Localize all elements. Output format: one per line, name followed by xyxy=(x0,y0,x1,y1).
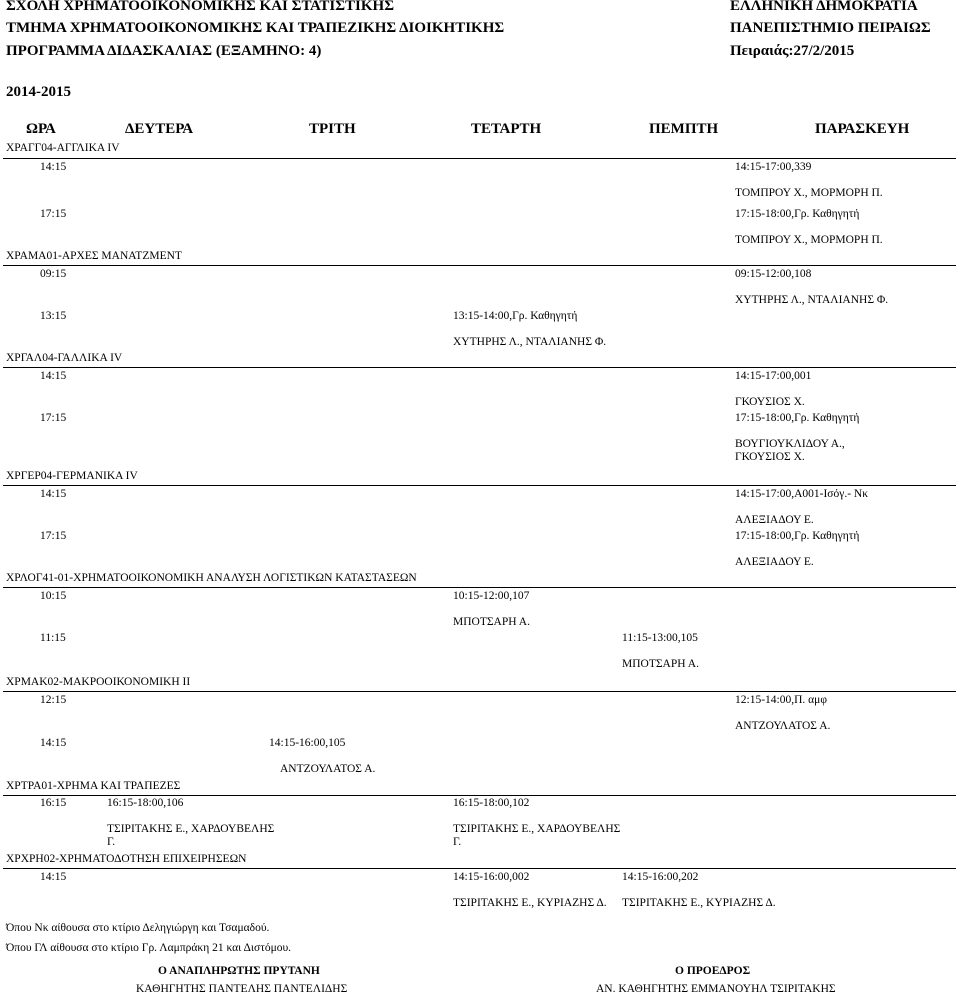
slot-teacher: ΑΛΕΞΙΑΔΟΥ Ε. xyxy=(735,514,814,526)
slot-room: 14:15-17:00,Α001-Ισόγ.- Νκ xyxy=(735,488,869,500)
slot-teacher-continued: Γ. xyxy=(107,836,116,848)
slot-room: 16:15-18:00,106 xyxy=(107,797,184,809)
column-wednesday: ΤΕΤΑΡΤΗ xyxy=(471,121,542,137)
column-thursday: ΠΕΜΠΤΗ xyxy=(649,121,719,137)
slot-teacher: ΤΟΜΠΡΟΥ Χ., ΜΟΡΜΟΡΗ Π. xyxy=(735,187,883,199)
row-time: 14:15 xyxy=(40,370,67,382)
slot-room: 12:15-14:00,Π. αμφ xyxy=(735,694,827,706)
course-divider xyxy=(3,868,956,869)
row-time: 17:15 xyxy=(40,208,67,220)
signature-name-left: ΚΑΘΗΓΗΤΗΣ ΠΑΝΤΕΛΗΣ ΠΑΝΤΕΛΙΔΗΣ xyxy=(136,983,348,995)
course-name: ΧΡΧΡΗ02-ΧΡΗΜΑΤΟΔΟΤΗΣΗ ΕΠΙΧΕΙΡΗΣΕΩΝ xyxy=(6,853,247,865)
row-time: 10:15 xyxy=(40,590,67,602)
slot-room: 10:15-12:00,107 xyxy=(453,590,530,602)
slot-room: 14:15-16:00,002 xyxy=(453,871,530,883)
slot-room: 11:15-13:00,105 xyxy=(622,632,698,644)
course-divider xyxy=(3,485,956,486)
course-name: ΧΡΑΜΑ01-ΑΡΧΕΣ ΜΑΝΑΤΖΜΕΝΤ xyxy=(6,250,182,262)
footer-note: Όπου Νκ αίθουσα στο κτίριο Δεληγιώργη και Τσαμαδού. xyxy=(6,922,270,934)
footer-note: Όπου ΓΛ αίθουσα στο κτίριο Γρ. Λαμπράκη 21 και Διστόμου. xyxy=(6,942,292,954)
slot-room: 14:15-16:00,202 xyxy=(622,871,699,883)
slot-teacher: ΑΛΕΞΙΑΔΟΥ Ε. xyxy=(735,556,814,568)
course-divider xyxy=(3,587,956,588)
slot-room: 14:15-17:00,339 xyxy=(735,161,812,173)
course-name: ΧΡΤΡΑ01-ΧΡΗΜΑ ΚΑΙ ΤΡΑΠΕΖΕΣ xyxy=(6,780,181,792)
slot-teacher: ΜΠΟΤΣΑΡΗ Α. xyxy=(622,658,699,670)
university-title: ΠΑΝΕΠΙΣΤΗΜΙΟ ΠΕΙΡΑΙΩΣ xyxy=(730,20,931,36)
slot-teacher-continued: ΓΚΟΥΣΙΟΣ Χ. xyxy=(735,451,805,463)
school-title: ΣΧΟΛΗ ΧΡΗΜΑΤΟΟΙΚΟΝΟΜΙΚΗΣ ΚΑΙ ΣΤΑΤΙΣΤΙΚΗΣ xyxy=(6,0,395,14)
slot-teacher: ΤΣΙΡΙΤΑΚΗΣ Ε., ΚΥΡΙΑΖΗΣ Δ. xyxy=(453,897,607,909)
row-time: 14:15 xyxy=(40,871,67,883)
academic-year: 2014-2015 xyxy=(6,84,71,100)
course-divider xyxy=(3,795,956,796)
slot-room: 16:15-18:00,102 xyxy=(453,797,530,809)
slot-teacher: ΧΥΤΗΡΗΣ Λ., ΝΤΑΛΙΑΝΗΣ Φ. xyxy=(735,294,889,306)
column-tuesday: ΤΡΙΤΗ xyxy=(309,121,356,137)
course-divider xyxy=(3,158,956,159)
country-title: ΕΛΛΗΝΙΚΗ ΔΗΜΟΚΡΑΤΙΑ xyxy=(730,0,918,14)
slot-teacher: ΓΚΟΥΣΙΟΣ Χ. xyxy=(735,396,805,408)
slot-teacher-continued: Γ. xyxy=(453,836,462,848)
course-name: ΧΡΛΟΓ41-01-ΧΡΗΜΑΤΟΟΙΚΟΝΟΜΙΚΗ ΑΝΑΛΥΣΗ ΛΟΓΙΣΤΙΚΩΝ ΚΑΤΑΣΤΑΣΕΩΝ xyxy=(6,572,417,584)
slot-teacher: ΜΠΟΤΣΑΡΗ Α. xyxy=(453,616,530,628)
column-monday: ΔΕΥΤΕΡΑ xyxy=(125,121,194,137)
slot-room: 17:15-18:00,Γρ. Καθηγητή xyxy=(735,530,860,542)
department-title: ΤΜΗΜΑ ΧΡΗΜΑΤΟΟΙΚΟΝΟΜΙΚΗΣ ΚΑΙ ΤΡΑΠΕΖΙΚΗΣ ΔΙΟΙΚΗΤΙΚΗΣ xyxy=(6,20,505,36)
slot-room: 13:15-14:00,Γρ. Καθηγητή xyxy=(453,310,578,322)
slot-room: 17:15-18:00,Γρ. Καθηγητή xyxy=(735,208,860,220)
row-time: 14:15 xyxy=(40,161,67,173)
program-title: ΠΡΟΓΡΑΜΜΑ ΔΙΔΑΣΚΑΛΙΑΣ (ΕΞΑΜΗΝΟ: 4) xyxy=(6,43,322,59)
slot-room: 14:15-16:00,105 xyxy=(269,737,346,749)
row-time: 13:15 xyxy=(40,310,67,322)
column-hour: ΩΡΑ xyxy=(26,121,56,137)
signature-name-right: ΑΝ. ΚΑΘΗΓΗΤΗΣ ΕΜΜΑΝΟΥΗΛ ΤΣΙΡΙΤΑΚΗΣ xyxy=(596,983,836,995)
course-name: ΧΡΑΓΓ04-ΑΓΓΛΙΚΑ IV xyxy=(6,142,120,154)
row-time: 17:15 xyxy=(40,530,67,542)
signature-title-left: Ο ΑΝΑΠΛΗΡΩΤΗΣ ΠΡΥΤΑΝΗ xyxy=(158,965,320,977)
slot-teacher: ΤΣΙΡΙΤΑΚΗΣ Ε., ΧΑΡΔΟΥΒΕΛΗΣ xyxy=(453,823,621,835)
slot-teacher: ΑΝΤΖΟΥΛΑΤΟΣ Α. xyxy=(735,720,831,732)
course-divider xyxy=(3,265,956,266)
slot-teacher: ΒΟΥΓΙΟΥΚΛΙΔΟΥ Α., xyxy=(735,438,845,450)
slot-room: 14:15-17:00,001 xyxy=(735,370,812,382)
slot-room: 09:15-12:00,108 xyxy=(735,268,812,280)
row-time: 12:15 xyxy=(40,694,67,706)
slot-teacher: ΑΝΤΖΟΥΛΑΤΟΣ Α. xyxy=(280,763,376,775)
place-date: Πειραιάς:27/2/2015 xyxy=(730,43,855,59)
row-time: 14:15 xyxy=(40,737,67,749)
slot-teacher: ΤΣΙΡΙΤΑΚΗΣ Ε., ΚΥΡΙΑΖΗΣ Δ. xyxy=(622,897,776,909)
slot-room: 17:15-18:00,Γρ. Καθηγητή xyxy=(735,412,860,424)
row-time: 11:15 xyxy=(40,632,66,644)
signature-title-right: Ο ΠΡΟΕΔΡΟΣ xyxy=(675,965,751,977)
row-time: 17:15 xyxy=(40,412,67,424)
row-time: 16:15 xyxy=(40,797,67,809)
slot-teacher: ΧΥΤΗΡΗΣ Λ., ΝΤΑΛΙΑΝΗΣ Φ. xyxy=(453,336,607,348)
course-divider xyxy=(3,367,956,368)
course-name: ΧΡΜΑΚ02-ΜΑΚΡΟΟΙΚΟΝΟΜΙΚΗ ΙΙ xyxy=(6,676,191,688)
row-time: 09:15 xyxy=(40,268,67,280)
course-name: ΧΡΓΕΡ04-ΓΕΡΜΑΝΙΚΑ IV xyxy=(6,470,138,482)
column-friday: ΠΑΡΑΣΚΕΥΗ xyxy=(815,121,910,137)
row-time: 14:15 xyxy=(40,488,67,500)
course-name: ΧΡΓΑΛ04-ΓΑΛΛΙΚΑ IV xyxy=(6,352,123,364)
course-divider xyxy=(3,691,956,692)
slot-teacher: ΤΟΜΠΡΟΥ Χ., ΜΟΡΜΟΡΗ Π. xyxy=(735,234,883,246)
slot-teacher: ΤΣΙΡΙΤΑΚΗΣ Ε., ΧΑΡΔΟΥΒΕΛΗΣ xyxy=(107,823,275,835)
